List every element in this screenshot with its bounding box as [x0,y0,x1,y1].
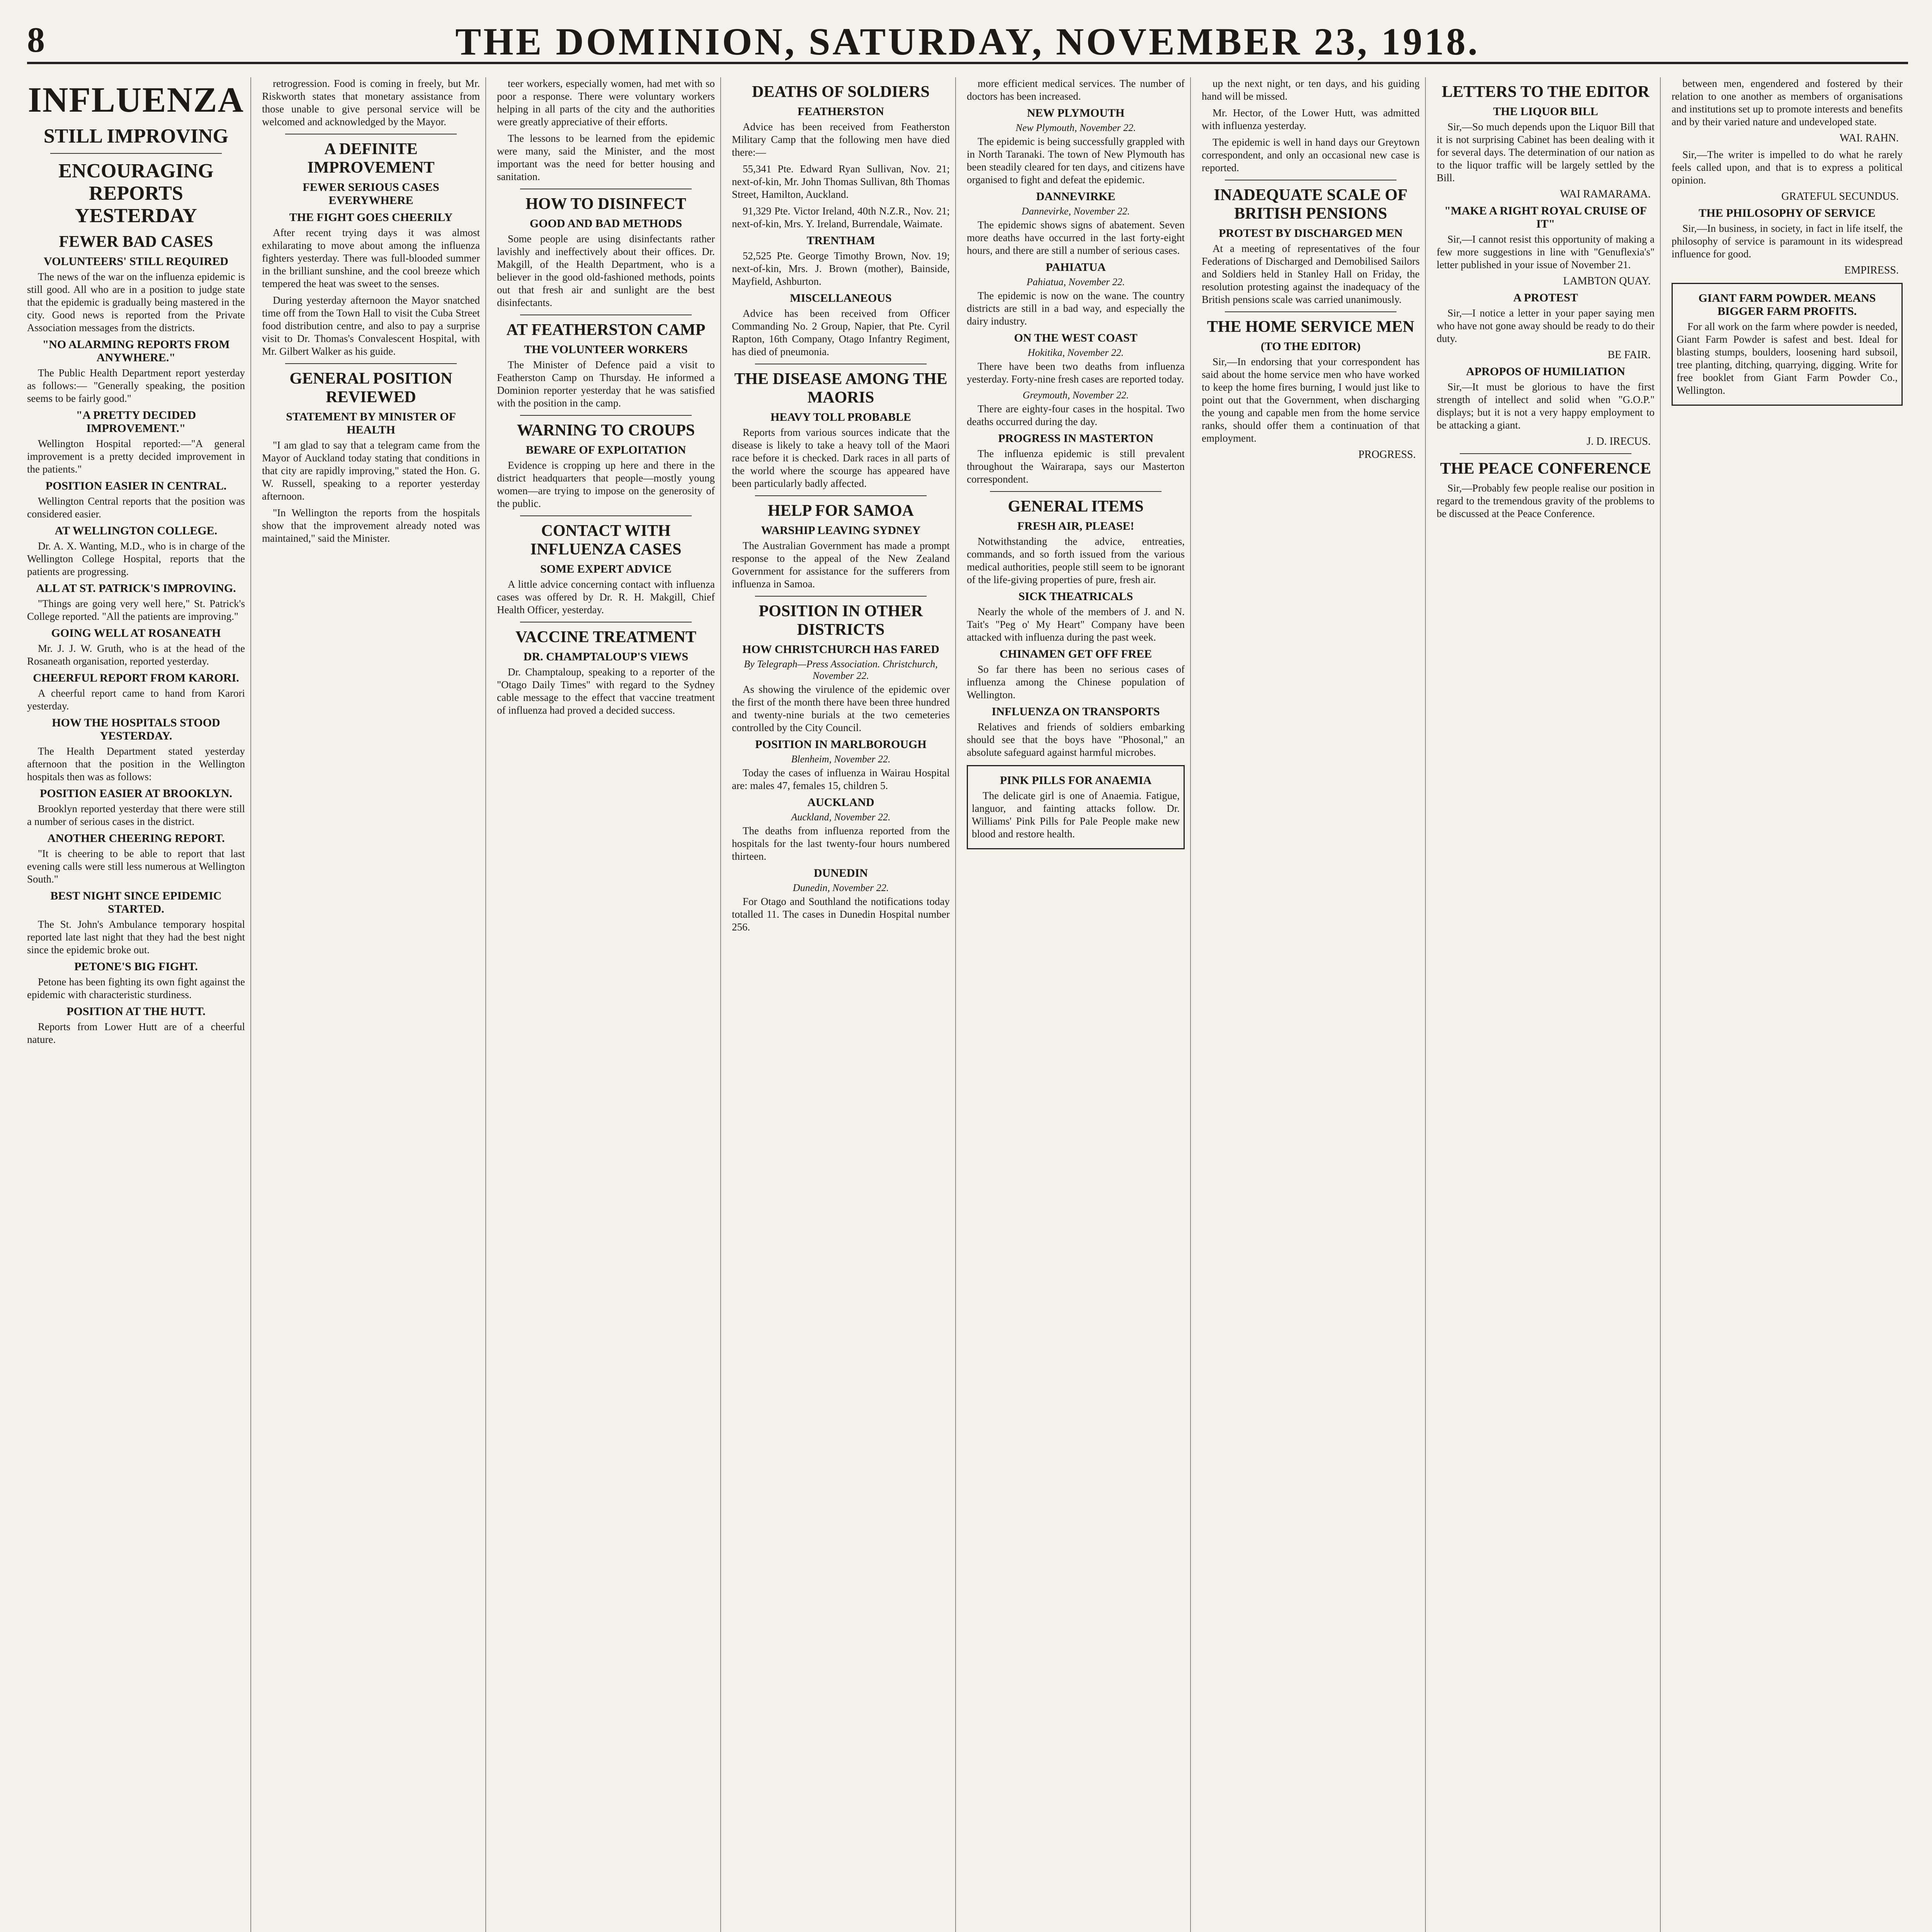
article-text: The deaths from influenza reported from the hospitals for the last twenty-four hours numbered thirteen. [732,825,950,862]
divider [285,363,457,364]
section-subhead: HOW THE HOSPITALS STOOD YESTERDAY. [52,716,220,742]
article-text: 91,329 Pte. Victor Ireland, 40th N.Z.R., Nov. 21; next-of-kin, Mrs. Y. Ireland, Burrendale, Waimate. [732,205,950,230]
subhead-auckland: AUCKLAND [807,796,874,809]
article-text: Petone has been fighting its own fight against the epidemic with characteristic sturdiness. [27,976,245,1000]
section-subhead: "A PRETTY DECIDED IMPROVEMENT." [76,409,196,435]
article-text: "Things are going very well here," St. Patrick's College reported. "All the patients are improving." [27,598,245,622]
article-text: After recent trying days it was almost exhilarating to move about among the influenza fighters yesterday. There was full-blooded summer in the brilliant sunshine, and the cool breeze which tempered the heat was sweet to the senses. [262,227,480,289]
headline-letters-editor: LETTERS TO THE EDITOR [1442,83,1650,101]
article-text: "In Wellington the reports from the hospitals show that the improvement already noted was maintained," said the Minister. [262,507,480,544]
divider [520,515,692,516]
article-text: For Otago and Southland the notifications today totalled 11. The cases in Dunedin Hospital number 256. [732,896,950,933]
article-text: The epidemic shows signs of abatement. Seven more deaths have occurred in the last forty-eight hours, and there are still a number of serious cases. [967,219,1185,256]
subhead-miscellaneous: MISCELLANEOUS [790,292,892,304]
headline-encouraging: ENCOURAGING REPORTS YESTERDAY [58,160,214,227]
dateline: New Plymouth, November 22. [1015,122,1136,133]
subhead-sick-theatricals: SICK THEATRICALS [1018,590,1133,603]
article-text: Dr. A. X. Wanting, M.D., who is in charge of the Wellington College Hospital, reports that the patients are progressing. [27,540,245,577]
article-text: Reports from Lower Hutt are of a cheerful nature. [27,1021,245,1045]
article-text: Nearly the whole of the members of J. and N. Tait's "Peg o' My Heart" Company have been attacked with influenza during the past week. [967,606,1185,643]
divider [1460,453,1631,454]
subhead-fewer-bad: FEWER BAD CASES [59,233,213,251]
headline-british-pensions: INADEQUATE SCALE OF BRITISH PENSIONS [1214,186,1408,223]
subhead-philosophy-service: THE PHILOSOPHY OF SERVICE [1699,207,1876,219]
letter-text: Sir,—The writer is impelled to do what he rarely feels called upon, and that is to express a political opinion. [1672,149,1903,186]
section-subhead: AT WELLINGTON COLLEGE. [54,524,218,537]
article-text: The epidemic is being successfully grappled with in North Taranaki. The town of New Plymouth has been steadily cleared for ten days, and citizens have organised to fight and defeat the epidemic. [967,136,1185,185]
masthead [27,15,1908,64]
section-subhead: GOING WELL AT ROSANEATH [51,627,221,639]
article-text: Some people are using disinfectants rather lavishly and ineffectively about their offices. Dr. Makgill, of the Health Department, who is a believer in the good old-fashioned methods, points out that fresh air and sunlight are the best disinfectants. [497,233,715,308]
article-text: Reports from various sources indicate that the disease is likely to take a heavy toll of the Maori race before it is checked. Dark races in all parts of the world where the scourge has appeared have been particularly badly affected. [732,427,950,489]
subhead-protest: A PROTEST [1513,291,1578,304]
letter-text: Sir,—I cannot resist this opportunity of making a few more suggestions in line with "Genuflexia's" letter published in your issue of November 21. [1437,233,1655,270]
article-text: The epidemic is well in hand days our Greytown correspondent, and only an occasional new case is reported. [1202,136,1420,173]
dateline: Pahiatua, November 22. [1026,276,1125,287]
subhead-fewer-serious: FEWER SERIOUS CASES EVERYWHERE [303,181,439,207]
article-text: The lessons to be learned from the epidemic were many, said the Minister, and the most important was the need for better housing and sanitation. [497,133,715,182]
column-6 [1202,77,1426,1932]
letter-signature: BE FAIR. [1607,349,1651,361]
headline-definite-improvement: A DEFINITE IMPROVEMENT [307,140,435,177]
subhead-heavy-toll: HEAVY TOLL PROBABLE [770,411,911,423]
article-text: At a meeting of representatives of the four Federations of Discharged and Demobilised Sailors and Soldiers held in Stanley Hall on Friday, the resolution protesting against the inadequacy of the British pensions scale was carried unanimously. [1202,243,1420,305]
dateline: Dannevirke, November 22. [1021,206,1130,217]
section-subhead: BEST NIGHT SINCE EPIDEMIC STARTED. [50,889,222,915]
section-subhead: PETONE'S BIG FIGHT. [74,960,198,973]
article-text: The news of the war on the influenza epidemic is still good. All who are in a position to judge state that the epidemic is gradually being mastered in the city. Good news is reported from the Private Association messages from the districts. [27,271,245,333]
dateline: Dunedin, November 22. [793,882,889,893]
divider [520,415,692,416]
article-text: As showing the virulence of the epidemic over the first of the month there have been three hundred and twenty-nine burials at the two cemeteries controlled by the City Council. [732,684,950,733]
letter-text: Sir,—Probably few people realise our position in regard to the tremendous gravity of the problems to be discussed at the Peace Conference. [1437,482,1655,519]
letter-text: Sir,—In endorsing that your correspondent has said about the home service men who have worked to keep the home fires burning, I would just like to point out that the Government, when discharging the young and capable men from the home service ranks, should offer them a continuation of that employment. [1202,356,1420,444]
subhead-royal-cruise: "MAKE A RIGHT ROYAL CRUISE OF IT" [1444,204,1647,230]
subhead-fresh-air: FRESH AIR, PLEASE! [1017,520,1134,532]
article-text: During yesterday afternoon the Mayor snatched time off from the Town Hall to visit the Cuba Street food distribution centre, and also to pay a surprise visit to Dr. Thomas's Convalescent Hospital, with Mr. Gilbert Walker as his guide. [262,294,480,357]
headline-vaccine: VACCINE TREATMENT [515,628,696,646]
subhead-featherston: FEATHERSTON [798,105,884,118]
subhead-west-coast: ON THE WEST COAST [1014,332,1138,344]
article-text: Mr. Hector, of the Lower Hutt, was admitted with influenza yesterday. [1202,107,1420,131]
article-text: The epidemic is now on the wane. The country districts are still in a bad way, and especially the dairy industry. [967,290,1185,327]
column-1 [27,77,251,1932]
headline-warning: WARNING TO CROUPS [517,422,695,439]
subhead-methods: GOOD AND BAD METHODS [529,217,682,230]
column-7 [1437,77,1661,1932]
subhead-discharged-men: PROTEST BY DISCHARGED MEN [1219,227,1403,240]
subhead-warship: WARSHIP LEAVING SYDNEY [761,524,921,537]
headline-featherston: AT FEATHERSTON CAMP [506,321,706,339]
headline-still-improving: STILL IMPROVING [43,125,229,147]
column-3 [497,77,721,1932]
article-text: Wellington Central reports that the position was considered easier. [27,495,245,520]
advertisement-giant-farm-powder [1672,283,1903,406]
divider [1225,311,1396,312]
article-text: The Health Department stated yesterday afternoon that the position in the Wellington hospitals then was as follows: [27,745,245,782]
article-text: So far there has been no serious cases of influenza among the Chinese population of Wellington. [967,663,1185,701]
headline-maoris: THE DISEASE AMONG THE MAORIS [734,370,947,406]
article-text: The Public Health Department report yesterday as follows:— "Generally speaking, the position seems to be fairly good." [27,367,245,404]
newspaper-title: THE DOMINION, SATURDAY, NOVEMBER 23, 1918. [455,20,1480,63]
headline-samoa: HELP FOR SAMOA [767,502,914,520]
column-5 [967,77,1191,1932]
letter-signature: PROGRESS. [1358,449,1416,461]
subhead-fight-cheerily: THE FIGHT GOES CHEERILY [289,211,453,224]
letter-signature: EMPIRESS. [1844,264,1899,276]
letter-signature: WAI. RAHN. [1839,132,1899,144]
article-text: Evidence is cropping up here and there in the district headquarters that people—mostly young women—are trying to impose on the generosity of the public. [497,459,715,509]
columns [27,77,1908,1932]
letter-signature: J. D. IRECUS. [1587,435,1651,447]
dateline: Greymouth, November 22. [1022,389,1129,401]
divider [755,495,927,496]
ad-headline: PINK PILLS FOR ANAEMIA [1000,774,1152,787]
subhead-christchurch: HOW CHRISTCHURCH HAS FARED [742,643,939,656]
dateline: Auckland, November 22. [791,811,891,823]
subhead-masterton: PROGRESS IN MASTERTON [998,432,1153,445]
section-subhead: "NO ALARMING REPORTS FROM ANYWHERE." [42,338,230,364]
subhead-liquor-bill: THE LIQUOR BILL [1493,105,1598,118]
subhead-marlborough: POSITION IN MARLBOROUGH [755,738,927,751]
article-text: 55,341 Pte. Edward Ryan Sullivan, Nov. 21; next-of-kin, Mr. John Thomas Sullivan, 8th Thomas Street, Hamilton, Auckland. [732,163,950,200]
subhead-transports: INFLUENZA ON TRANSPORTS [992,705,1160,718]
article-text: "It is cheering to be able to report that last evening calls were still less numerous at Wellington South." [27,848,245,885]
subhead-new-plymouth: NEW PLYMOUTH [1027,107,1125,119]
divider [50,153,222,154]
subhead-volunteers: VOLUNTEERS' STILL REQUIRED [44,255,228,268]
article-text: There are eighty-four cases in the hospital. Two deaths occurred during the day. [967,403,1185,427]
article-text: There have been two deaths from influenza yesterday. Forty-nine fresh cases are reported today. [967,361,1185,385]
column-2 [262,77,486,1932]
section-subhead: POSITION EASIER IN CENTRAL. [45,480,227,492]
dateline: Blenheim, November 22. [791,753,891,765]
letter-text: Sir,—I notice a letter in your paper saying men who have not gone away should be ready to do their duty. [1437,307,1655,344]
advertisement-pink-pills [967,765,1185,849]
article-text: retrogression. Food is coming in freely, but Mr. Riskworth states that monetary assistance from those unable to give personal service will be welcomed and acknowledged by the Mayor. [262,78,480,128]
page-number: 8 [27,20,45,60]
subhead-to-editor: (TO THE EDITOR) [1260,340,1361,353]
subhead-minister-health: STATEMENT BY MINISTER OF HEALTH [286,410,456,436]
headline-home-service: THE HOME SERVICE MEN [1207,318,1415,336]
subhead-expert-advice: SOME EXPERT ADVICE [540,563,672,575]
headline-general-items: GENERAL ITEMS [1008,498,1144,515]
article-text: Brooklyn reported yesterday that there were still a number of serious cases in the district. [27,803,245,827]
article-text: The Minister of Defence paid a visit to Featherston Camp on Thursday. He informed a Dominion reporter yesterday that he was satisfied with the position in the camp. [497,359,715,409]
dateline: By Telegraph—Press Association. Christchurch, November 22. [744,658,938,681]
article-text: Wellington Hospital reported:—"A general improvement is a pretty decided improvement in the patients." [27,438,245,475]
ad-text: The delicate girl is one of Anaemia. Fatigue, languor, and fainting attacks follow. Dr. Williams' Pink Pills for Pale People make new blood and restore health. [972,790,1180,840]
article-text: The St. John's Ambulance temporary hospital reported late last night that they had the best night since the epidemic broke out. [27,918,245,956]
section-subhead: CHEERFUL REPORT FROM KARORI. [33,672,239,684]
subhead-pahiatua: PAHIATUA [1046,261,1106,274]
subhead-volunteer-workers: THE VOLUNTEER WORKERS [524,343,688,356]
letter-text: Sir,—In business, in society, in fact in life itself, the philosophy of service is paramount in its widespread influence for good. [1672,223,1903,260]
article-text: Notwithstanding the advice, entreaties, commands, and so forth issued from the various medical authorities, people still seem to be ignorant of the life-giving properties of pure, fresh air. [967,536,1185,585]
article-text: Advice has been received from Featherston Military Camp that the following men have died there:— [732,121,950,158]
letter-text: Sir,—So much depends upon the Liquor Bill that it is not surprising Cabinet has been dealing with it for several days. The determination of our nation as to the liquor traffic will be largely settled by the Bill. [1437,121,1655,184]
subhead-dunedin: DUNEDIN [813,867,868,879]
column-4 [732,77,956,1932]
article-text: teer workers, especially women, had met with so poor a response. There were voluntary workers helping in all parts of the city and the authorities were greatly appreciative of their efforts. [497,78,715,128]
letter-signature: GRATEFUL SECUNDUS. [1781,190,1899,202]
ad-text: For all work on the farm where powder is needed, Giant Farm Powder is safest and best. Ideal for blasting stumps, boulders, loosening hard subsoil, tree planting, ditching, quarrying, digging. Write for free booklet from Giant Farm Powder Co., Wellington. [1677,321,1898,396]
article-text: A little advice concerning contact with influenza cases was offered by Dr. R. H. Makgill, Chief Health Officer, yesterday. [497,578,715,616]
headline-other-districts: POSITION IN OTHER DISTRICTS [759,602,923,639]
divider [755,596,927,597]
subhead-exploitation: BEWARE OF EXPLOITATION [526,444,686,456]
subhead-champtaloup: DR. CHAMPTALOUP'S VIEWS [523,650,689,663]
article-text: more efficient medical services. The number of doctors has been increased. [967,78,1185,102]
headline-peace-conference: THE PEACE CONFERENCE [1440,460,1651,478]
letter-signature: LAMBTON QUAY. [1563,275,1651,287]
article-text: "I am glad to say that a telegram came from the Mayor of Auckland today stating that conditions in that city are rapidly improving," stated the Hon. G. W. Russell, speaking to a reporter yesterday afternoon. [262,439,480,502]
headline-deaths-soldiers: DEATHS OF SOLDIERS [752,83,930,101]
article-text: Advice has been received from Officer Commanding No. 2 Group, Napier, that Pte. Cyril Rapton, 16th Company, Otago Infantry Regiment, has died of pneumonia. [732,308,950,357]
article-text: Dr. Champtaloup, speaking to a reporter of the "Otago Daily Times" with regard to the Sydney cable message to the effect that vaccine treatment of influenza had proved a decided success. [497,666,715,716]
article-text: The influenza epidemic is still prevalent throughout the Wairarapa, says our Masterton correspondent. [967,448,1185,485]
subhead-trentham: TRENTHAM [806,234,875,247]
dateline: Hokitika, November 22. [1027,347,1124,358]
divider [990,491,1162,492]
letter-signature: WAI RAMARAMA. [1560,188,1651,200]
section-subhead: ALL AT ST. PATRICK'S IMPROVING. [36,582,236,595]
article-text: Today the cases of influenza in Wairau Hospital are: males 47, females 15, children 5. [732,767,950,791]
letter-text: between men, engendered and fostered by their relation to one another as members of organisations and institutions set up to promote interests and benefits and by their varied nature and undeveloped state. [1672,78,1903,128]
subhead-chinamen: CHINAMEN GET OFF FREE [999,648,1152,660]
headline-disinfect: HOW TO DISINFECT [526,195,686,213]
article-text: A cheerful report came to hand from Karori yesterday. [27,687,245,712]
headline-general-position: GENERAL POSITION REVIEWED [289,370,452,406]
letter-text: Sir,—It must be glorious to have the first strength of intellect and solid when "G.O.P." displays; but it is not a very happy employment to be attacking a giant. [1437,381,1655,431]
ad-headline: GIANT FARM POWDER. MEANS BIGGER FARM PROFITS. [1698,292,1876,318]
article-text: Relatives and friends of soldiers embarking should see that the boys have "Phosonal," an absolute safeguard against harmful microbes. [967,721,1185,758]
article-text: The Australian Government has made a prompt response to the appeal of the New Zealand Government for assistance for the sufferers from influenza in Samoa. [732,540,950,590]
headline-influenza: INFLUENZA [28,80,244,119]
column-8 [1672,77,1908,1932]
section-subhead: POSITION EASIER AT BROOKLYN. [40,787,232,800]
section-subhead: ANOTHER CHEERING REPORT. [47,832,225,845]
subhead-dannevirke: DANNEVIRKE [1036,190,1116,203]
headline-contact: CONTACT WITH INFLUENZA CASES [530,522,682,558]
section-subhead: POSITION AT THE HUTT. [66,1005,206,1018]
article-text: up the next night, or ten days, and his guiding hand will be missed. [1202,78,1420,102]
article-text: 52,525 Pte. George Timothy Brown, Nov. 19; next-of-kin, Mrs. J. Brown (mother), Bainside, Mayfield, Ashburton. [732,250,950,287]
subhead-humiliation: APROPOS OF HUMILIATION [1466,365,1625,378]
article-text: Mr. J. J. W. Gruth, who is at the head of the Rosaneath organisation, reported yesterday. [27,643,245,667]
